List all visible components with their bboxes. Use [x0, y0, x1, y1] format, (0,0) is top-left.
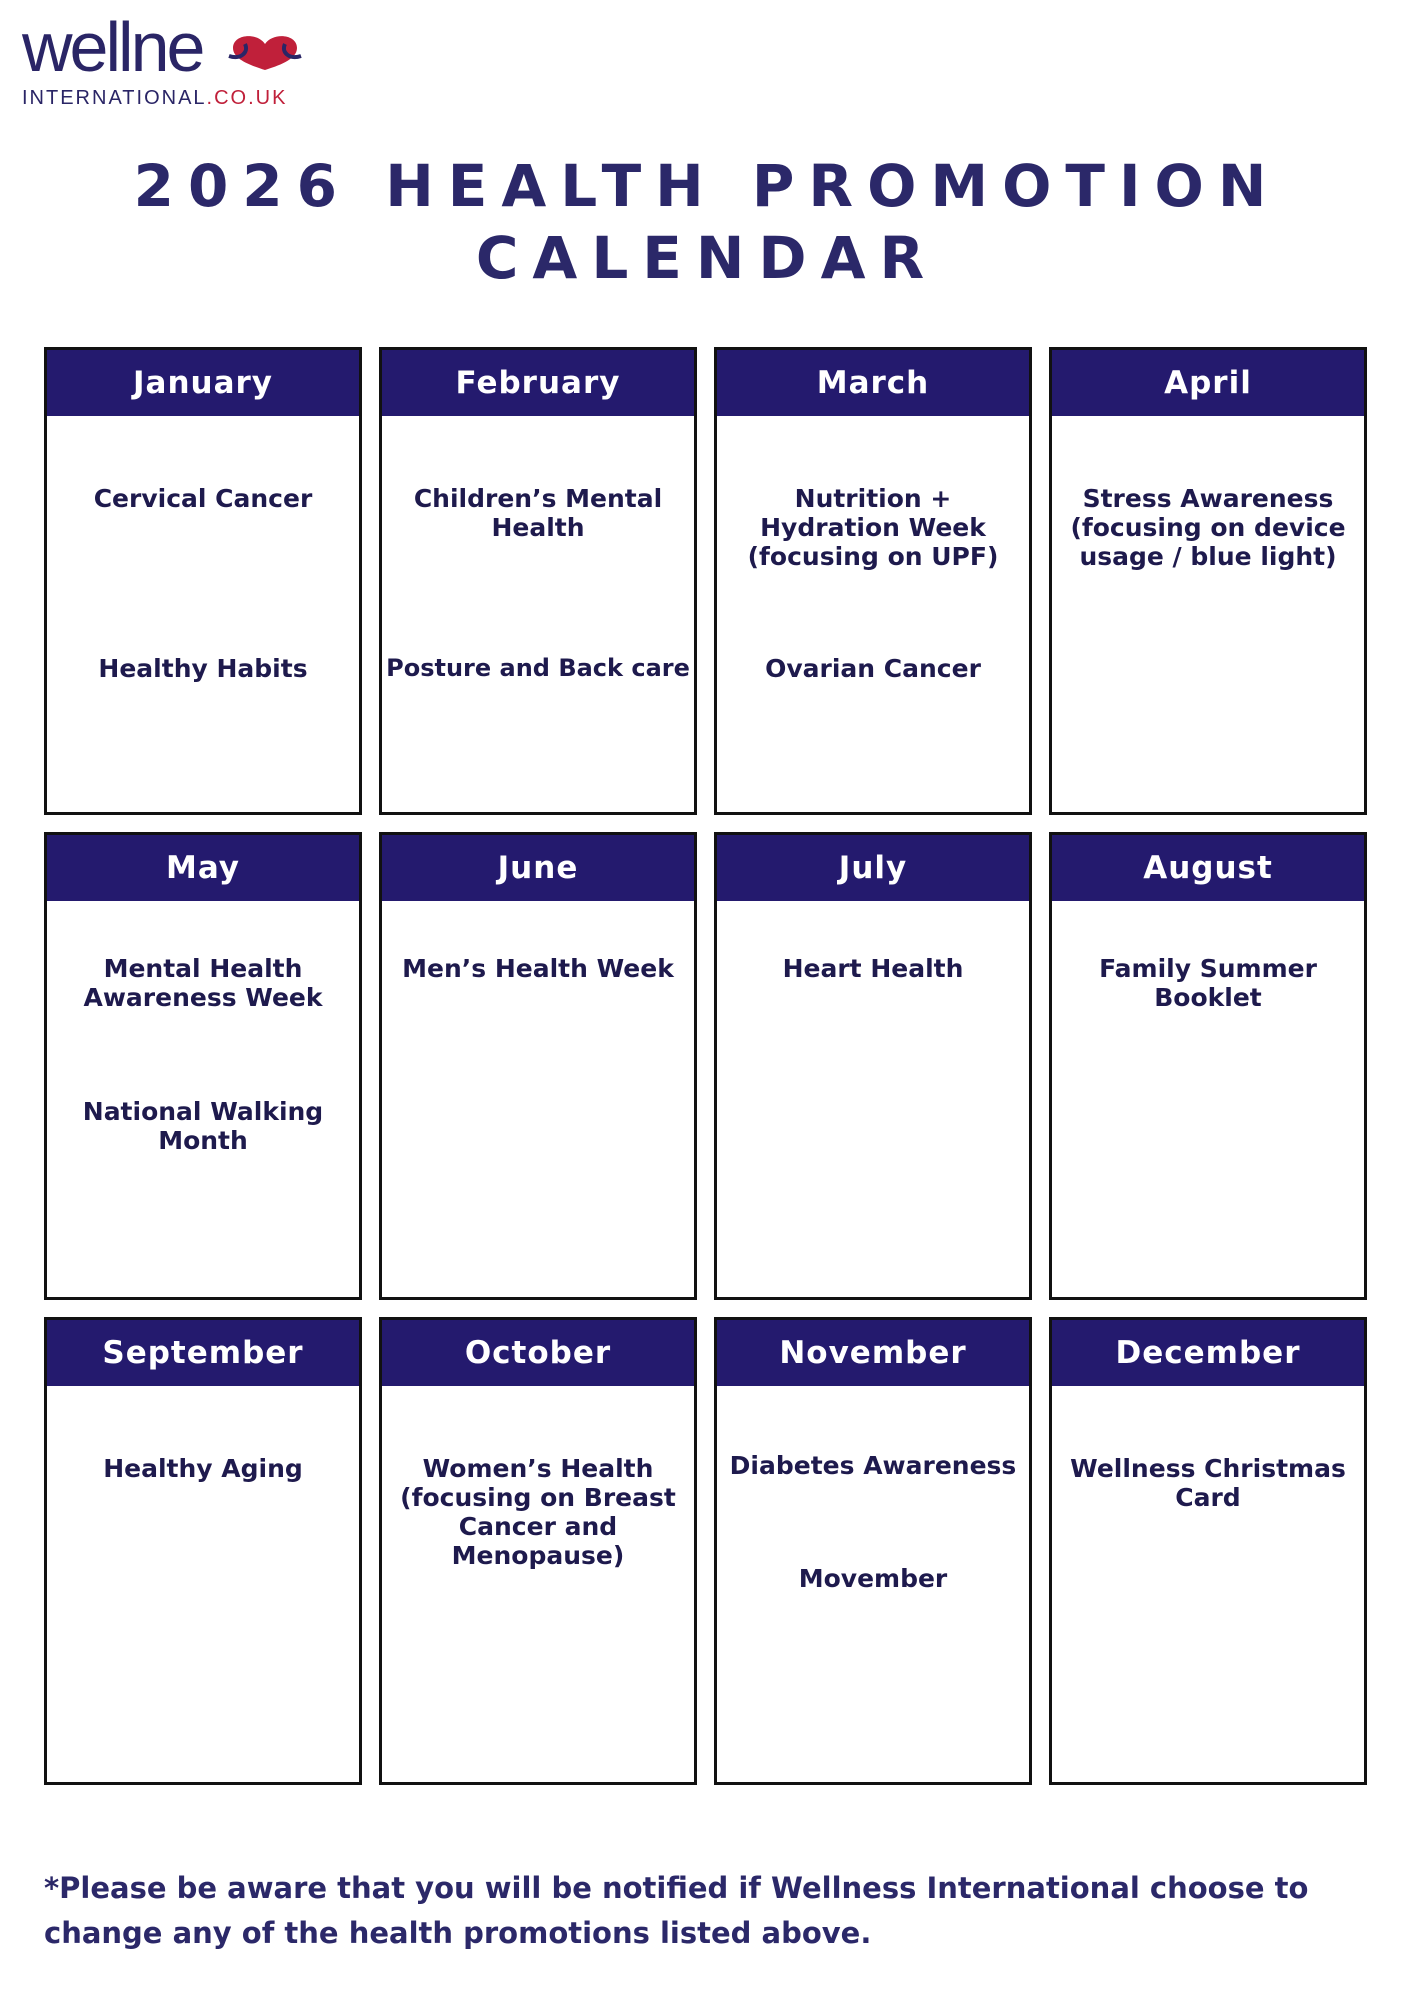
event-label: Posture and Back care: [386, 654, 690, 682]
calendar-grid: [44, 347, 1380, 1797]
logo-wordmark: wellne: [22, 8, 203, 86]
month-header: October: [382, 1320, 694, 1386]
month-header: January: [47, 350, 359, 416]
month-card-october: [379, 1317, 697, 1785]
month-card-june: [379, 832, 697, 1300]
month-card-may: [44, 832, 362, 1300]
page-title: [0, 150, 1414, 294]
month-header: December: [1052, 1320, 1364, 1386]
event-label: Stress Awareness (focusing on device usage / blue light): [1070, 484, 1346, 571]
wellness-logo: [22, 8, 312, 112]
month-header: August: [1052, 835, 1364, 901]
event-label: Men’s Health Week: [402, 954, 674, 983]
logo-subtitle: [22, 87, 287, 110]
event-label: Children’s Mental Health: [413, 484, 663, 542]
event-label: Ovarian Cancer: [765, 654, 981, 683]
event-label: Movember: [798, 1564, 948, 1593]
event-label: Women’s Health (focusing on Breast Cancer and Menopause): [400, 1454, 676, 1570]
footnote: *Please be aware that you will be notified if Wellness International choose to change any of the health promotions listed above.: [44, 1871, 1309, 1950]
event-label: Nutrition + Hydration Week (focusing on UPF): [747, 484, 999, 571]
month-header: July: [717, 835, 1029, 901]
event-label: Wellness Christmas Card: [1070, 1454, 1346, 1512]
event-label: Healthy Aging: [103, 1454, 303, 1483]
month-card-april: [1049, 347, 1367, 815]
month-header: June: [382, 835, 694, 901]
month-header: November: [717, 1320, 1029, 1386]
month-card-march: [714, 347, 1032, 815]
heart-icon: [227, 30, 307, 70]
month-header: April: [1052, 350, 1364, 416]
month-header: March: [717, 350, 1029, 416]
month-card-december: [1049, 1317, 1367, 1785]
title-line-2: CALENDAR: [475, 224, 939, 292]
event-label: Cervical Cancer: [93, 484, 313, 513]
month-card-august: [1049, 832, 1367, 1300]
month-header: May: [47, 835, 359, 901]
month-header: September: [47, 1320, 359, 1386]
event-label: National Walking Month: [82, 1097, 324, 1155]
event-label: Diabetes Awareness: [729, 1451, 1017, 1480]
event-label: Healthy Habits: [98, 654, 308, 683]
month-header: February: [382, 350, 694, 416]
month-card-february: [379, 347, 697, 815]
month-card-july: [714, 832, 1032, 1300]
month-card-november: [714, 1317, 1032, 1785]
logo-sub-left: INTERNATIONAL: [22, 87, 207, 109]
month-card-september: [44, 1317, 362, 1785]
title-line-1: 2026 HEALTH PROMOTION: [133, 152, 1281, 220]
logo-sub-domain: .CO.UK: [206, 87, 288, 109]
month-card-january: [44, 347, 362, 815]
event-label: Heart Health: [782, 954, 964, 983]
event-label: Mental Health Awareness Week: [83, 954, 323, 1012]
event-label: Family Summer Booklet: [1099, 954, 1317, 1012]
